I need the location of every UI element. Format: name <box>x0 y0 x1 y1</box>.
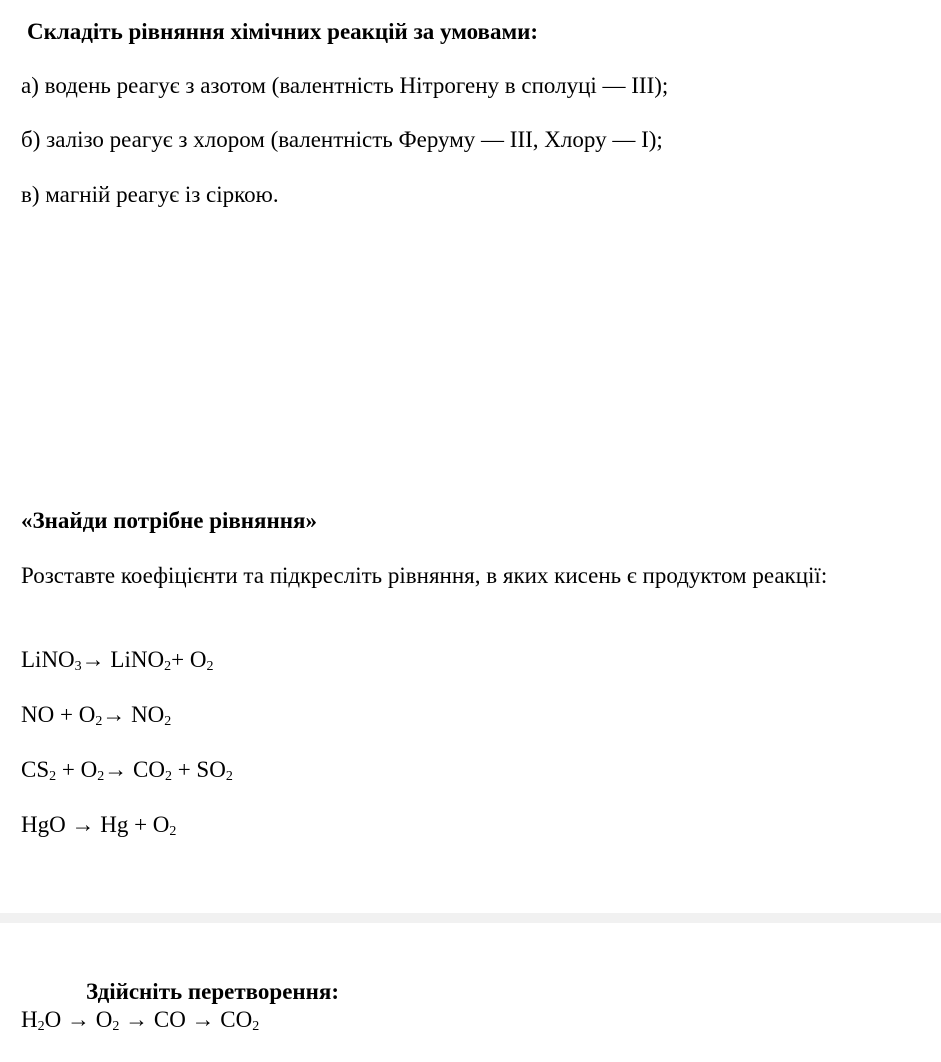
task-instruction: Розставте коефіцієнти та підкресліть рівняння, в яких кисень є продуктом реакції: <box>21 563 828 588</box>
task-title-1: Складіть рівняння хімічних реакцій за умовами: <box>27 19 539 44</box>
chain-subscript: 2 <box>37 1019 45 1034</box>
eq-text: → NO <box>102 702 165 727</box>
eq-text: + O <box>56 757 98 782</box>
eq-subscript: 2 <box>164 714 172 729</box>
chain-text: O → O <box>44 1007 113 1032</box>
eq-text: → LiNO <box>81 647 165 672</box>
eq-subscript: 2 <box>225 769 233 784</box>
eq-text: + O <box>171 647 207 672</box>
eq-text: LiNO <box>21 647 75 672</box>
task-item-b: б) залізо реагує з хлором (валентність Феруму — ІІІ, Хлору — І); <box>21 127 663 152</box>
eq-text: NO + O <box>21 702 96 727</box>
eq-subscript: 2 <box>169 824 177 839</box>
equation-3 <box>21 756 233 784</box>
eq-subscript: 2 <box>164 659 172 674</box>
eq-subscript: 3 <box>74 659 82 674</box>
eq-subscript: 2 <box>164 769 172 784</box>
chain-subscript: 2 <box>112 1019 120 1034</box>
task-title-3: Здійсніть перетворення: <box>86 979 340 1004</box>
chain-text: H <box>21 1007 38 1032</box>
equation-2 <box>21 701 171 729</box>
task-item-c: в) магній реагує із сіркою. <box>21 182 279 207</box>
eq-subscript: 2 <box>95 714 103 729</box>
equation-1 <box>21 646 213 674</box>
eq-subscript: 2 <box>206 659 214 674</box>
chain-text: → CO → CO <box>119 1007 253 1032</box>
task-title-2: «Знайди потрібне рівняння» <box>21 508 317 533</box>
eq-text: HgO → Hg + O <box>21 812 170 837</box>
eq-text: → CO <box>104 757 165 782</box>
transformation-chain <box>21 1006 259 1034</box>
eq-text: + SO <box>171 757 226 782</box>
section-separator <box>0 913 941 923</box>
eq-text: CS <box>21 757 50 782</box>
task-item-a: а) водень реагує з азотом (валентність Нітрогену в сполуці — ІІІ); <box>21 73 669 98</box>
chain-subscript: 2 <box>252 1019 260 1034</box>
eq-subscript: 2 <box>49 769 57 784</box>
equation-4 <box>21 811 176 839</box>
eq-subscript: 2 <box>97 769 105 784</box>
